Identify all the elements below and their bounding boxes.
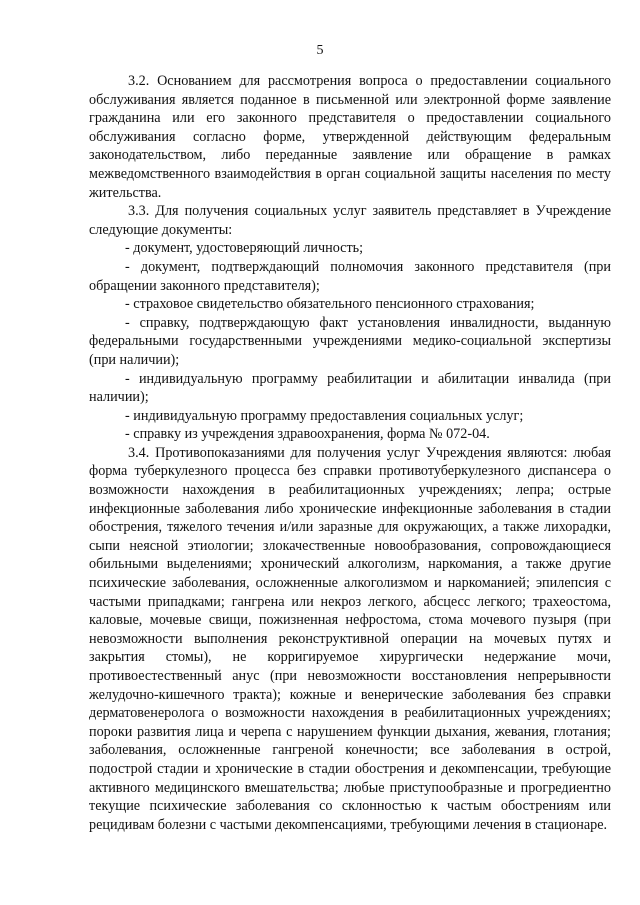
page-number: 5	[316, 43, 324, 58]
paragraph-3-4: 3.4. Противопоказаниями для получения услуг Учреждения являются: любая форма туберкулезного процесса без справки противотуберкулезного диспансера о возможности нахождения в реабилитационных учреждениях; лепра; острые инфекционные заболевания либо хронические инфекционные заболевания в стадии обострения, тяжелого течения и/или заразные для окружающих, а также лихорадки, сыпи неясной этиологии; злокачественные новообразования, сопровождающиеся обильными выделениями; хронический алкоголизм, наркомания, а также другие психические заболевания, осложненные алкоголизмом и наркоманией; эпилепсия с частыми припадками; гангрена или некроз легкого, абсцесс легкого; трахеостома, каловые, мочевые свищи, пожизненная нефростома, стома мочевого пузыря (при невозможности выполнения реконструктивной операции на мочевых путях и закрытия стомы), не корригируемое хирургически недержание мочи, противоестественный анус (при невозможности восстановления непрерывности желудочно-кишечного тракта); кожные и венерические заболевания без справки дерматовенеролога о возможности нахождения в реабилитационных учреждениях; пороки развития лица и черепа с нарушением функции дыхания, жевания, глотания; заболевания, осложненные гангреной конечности; все заболевания в острой, подострой стадии и хронические в стадии обострения и декомпенсации, требующие активного медицинского вмешательства; любые приступообразные и прогредиентно текущие психические заболевания со склонностью к частым обострениям или рецидивам болезни с частыми декомпенсациями, требующими лечения в стационаре.	[89, 444, 611, 833]
list-item-medical-certificate: - справку из учреждения здравоохранения, форма № 072-04.	[125, 426, 490, 443]
list-item-representative-authority: - документ, подтверждающий полномочия законного представителя (при обращении законного представителя);	[89, 258, 611, 294]
paragraph-3-2: 3.2. Основанием для рассмотрения вопроса о предоставлении социального обслуживания является поданное в письменной или электронной форме заявление гражданина или его законного представителя о предоставлении социального обслуживания согласно форме, утвержденной действующим федеральным законодательством, либо переданные заявление или обращение в рамках межведомственного взаимодействия в орган социальной защиты населения по месту жительства.	[89, 73, 611, 201]
list-item-social-services-program: - индивидуальную программу предоставления социальных услуг;	[125, 407, 524, 424]
list-item-rehabilitation-program: - индивидуальную программу реабилитации и абилитации инвалида (при наличии);	[89, 370, 611, 406]
document-body	[89, 72, 611, 834]
list-item-identity-document: - документ, удостоверяющий личность;	[125, 240, 364, 257]
list-item-disability-certificate: - справку, подтверждающую факт установления инвалидности, выданную федеральными государственными учреждениями медико-социальной экспертизы (при наличии);	[89, 314, 611, 368]
list-item-pension-insurance: - страховое свидетельство обязательного пенсионного страхования;	[125, 296, 535, 313]
paragraph-3-3: 3.3. Для получения социальных услуг заявитель представляет в Учреждение следующие документы:	[89, 203, 611, 238]
